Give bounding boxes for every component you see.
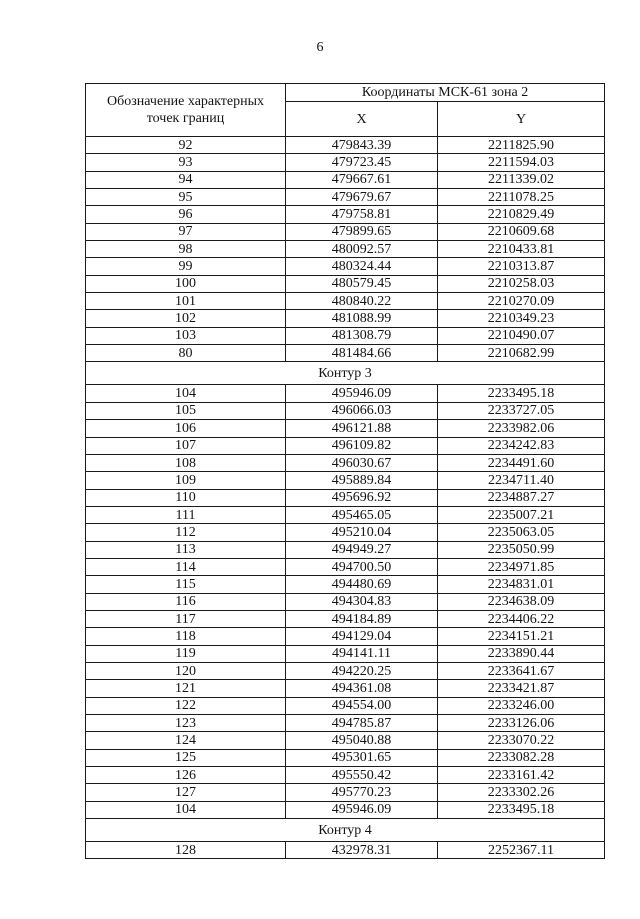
y-coordinate-cell: 2210313.87 xyxy=(438,258,605,275)
point-id-cell: 95 xyxy=(86,189,286,206)
table-row xyxy=(86,258,605,275)
y-coordinate-cell: 2211594.03 xyxy=(438,154,605,171)
header-x: X xyxy=(286,102,438,137)
y-coordinate-cell: 2210829.49 xyxy=(438,206,605,223)
y-coordinate-cell: 2234831.01 xyxy=(438,576,605,593)
table-row xyxy=(86,420,605,437)
y-coordinate-cell: 2234242.83 xyxy=(438,437,605,454)
y-coordinate-cell: 2233126.06 xyxy=(438,715,605,732)
table-row xyxy=(86,345,605,362)
table-row xyxy=(86,489,605,506)
point-id-cell: 115 xyxy=(86,576,286,593)
table-row xyxy=(86,327,605,344)
x-coordinate-cell: 479679.67 xyxy=(286,189,438,206)
y-coordinate-cell: 2210349.23 xyxy=(438,310,605,327)
x-coordinate-cell: 495946.09 xyxy=(286,385,438,402)
point-id-cell: 109 xyxy=(86,472,286,489)
x-coordinate-cell: 480324.44 xyxy=(286,258,438,275)
x-coordinate-cell: 495040.88 xyxy=(286,732,438,749)
y-coordinate-cell: 2234711.40 xyxy=(438,472,605,489)
x-coordinate-cell: 494304.83 xyxy=(286,593,438,610)
point-id-cell: 108 xyxy=(86,454,286,471)
x-coordinate-cell: 494700.50 xyxy=(286,558,438,575)
point-id-cell: 122 xyxy=(86,697,286,714)
x-coordinate-cell: 494141.11 xyxy=(286,645,438,662)
table-row xyxy=(86,310,605,327)
y-coordinate-cell: 2211339.02 xyxy=(438,171,605,188)
x-coordinate-cell: 494785.87 xyxy=(286,715,438,732)
table-row xyxy=(86,784,605,801)
table-row xyxy=(86,524,605,541)
x-coordinate-cell: 479723.45 xyxy=(286,154,438,171)
point-id-cell: 126 xyxy=(86,767,286,784)
point-id-cell: 118 xyxy=(86,628,286,645)
x-coordinate-cell: 495465.05 xyxy=(286,506,438,523)
x-coordinate-cell: 479843.39 xyxy=(286,137,438,154)
point-id-cell: 106 xyxy=(86,420,286,437)
page-number: 6 xyxy=(316,40,324,55)
y-coordinate-cell: 2235063.05 xyxy=(438,524,605,541)
y-coordinate-cell: 2233641.67 xyxy=(438,662,605,679)
x-coordinate-cell: 494361.08 xyxy=(286,680,438,697)
point-id-cell: 119 xyxy=(86,645,286,662)
x-coordinate-cell: 494949.27 xyxy=(286,541,438,558)
x-coordinate-cell: 480092.57 xyxy=(286,241,438,258)
x-coordinate-cell: 496109.82 xyxy=(286,437,438,454)
y-coordinate-cell: 2234151.21 xyxy=(438,628,605,645)
table-row xyxy=(86,154,605,171)
table-body xyxy=(86,137,605,859)
y-coordinate-cell: 2233421.87 xyxy=(438,680,605,697)
point-id-cell: 124 xyxy=(86,732,286,749)
y-coordinate-cell: 2233246.00 xyxy=(438,697,605,714)
header-row xyxy=(86,84,605,102)
x-coordinate-cell: 495946.09 xyxy=(286,801,438,818)
point-id-cell: 125 xyxy=(86,749,286,766)
point-id-cell: 92 xyxy=(86,137,286,154)
table-row xyxy=(86,541,605,558)
y-coordinate-cell: 2233890.44 xyxy=(438,645,605,662)
point-id-cell: 127 xyxy=(86,784,286,801)
x-coordinate-cell: 479899.65 xyxy=(286,223,438,240)
point-id-cell: 100 xyxy=(86,275,286,292)
y-coordinate-cell: 2233495.18 xyxy=(438,385,605,402)
table-row xyxy=(86,171,605,188)
y-coordinate-cell: 2233727.05 xyxy=(438,402,605,419)
table-row xyxy=(86,293,605,310)
x-coordinate-cell: 496121.88 xyxy=(286,420,438,437)
y-coordinate-cell: 2210258.03 xyxy=(438,275,605,292)
y-coordinate-cell: 2233495.18 xyxy=(438,801,605,818)
x-coordinate-cell: 479667.61 xyxy=(286,171,438,188)
table-row xyxy=(86,472,605,489)
x-coordinate-cell: 432978.31 xyxy=(286,842,438,859)
table-row xyxy=(86,628,605,645)
point-id-cell: 110 xyxy=(86,489,286,506)
point-id-cell: 121 xyxy=(86,680,286,697)
point-id-cell: 104 xyxy=(86,801,286,818)
y-coordinate-cell: 2233982.06 xyxy=(438,420,605,437)
table-row xyxy=(86,680,605,697)
x-coordinate-cell: 494480.69 xyxy=(286,576,438,593)
table-row xyxy=(86,223,605,240)
point-id-cell: 107 xyxy=(86,437,286,454)
header-point-label: Обозначение характерных точек границ xyxy=(86,84,286,137)
point-id-cell: 111 xyxy=(86,506,286,523)
point-id-cell: 99 xyxy=(86,258,286,275)
y-coordinate-cell: 2252367.11 xyxy=(438,842,605,859)
point-id-cell: 123 xyxy=(86,715,286,732)
contour-heading: Контур 3 xyxy=(86,362,605,385)
point-id-cell: 103 xyxy=(86,327,286,344)
y-coordinate-cell: 2210270.09 xyxy=(438,293,605,310)
table-row xyxy=(86,576,605,593)
point-id-cell: 98 xyxy=(86,241,286,258)
y-coordinate-cell: 2210490.07 xyxy=(438,327,605,344)
y-coordinate-cell: 2210433.81 xyxy=(438,241,605,258)
x-coordinate-cell: 494220.25 xyxy=(286,662,438,679)
y-coordinate-cell: 2233161.42 xyxy=(438,767,605,784)
x-coordinate-cell: 494129.04 xyxy=(286,628,438,645)
table-row xyxy=(86,189,605,206)
point-id-cell: 102 xyxy=(86,310,286,327)
y-coordinate-cell: 2235050.99 xyxy=(438,541,605,558)
x-coordinate-cell: 479758.81 xyxy=(286,206,438,223)
table-row xyxy=(86,593,605,610)
table-row xyxy=(86,645,605,662)
x-coordinate-cell: 495889.84 xyxy=(286,472,438,489)
table-row xyxy=(86,385,605,402)
y-coordinate-cell: 2235007.21 xyxy=(438,506,605,523)
table-row xyxy=(86,437,605,454)
table-row xyxy=(86,137,605,154)
point-id-cell: 114 xyxy=(86,558,286,575)
point-id-cell: 93 xyxy=(86,154,286,171)
point-id-cell: 97 xyxy=(86,223,286,240)
x-coordinate-cell: 494554.00 xyxy=(286,697,438,714)
point-id-cell: 112 xyxy=(86,524,286,541)
table-row xyxy=(86,697,605,714)
coordinates-table xyxy=(85,83,605,859)
y-coordinate-cell: 2234491.60 xyxy=(438,454,605,471)
x-coordinate-cell: 496030.67 xyxy=(286,454,438,471)
x-coordinate-cell: 495210.04 xyxy=(286,524,438,541)
point-id-cell: 116 xyxy=(86,593,286,610)
x-coordinate-cell: 494184.89 xyxy=(286,610,438,627)
point-id-cell: 117 xyxy=(86,610,286,627)
table-row xyxy=(86,275,605,292)
x-coordinate-cell: 495550.42 xyxy=(286,767,438,784)
table-row xyxy=(86,749,605,766)
point-id-cell: 120 xyxy=(86,662,286,679)
y-coordinate-cell: 2210682.99 xyxy=(438,345,605,362)
point-id-cell: 94 xyxy=(86,171,286,188)
table-header xyxy=(86,84,605,137)
point-id-cell: 128 xyxy=(86,842,286,859)
x-coordinate-cell: 495301.65 xyxy=(286,749,438,766)
table-row xyxy=(86,767,605,784)
point-id-cell: 80 xyxy=(86,345,286,362)
header-y: Y xyxy=(438,102,605,137)
table-row xyxy=(86,206,605,223)
header-coordinates-title: Координаты МСК-61 зона 2 xyxy=(286,84,605,102)
x-coordinate-cell: 495696.92 xyxy=(286,489,438,506)
y-coordinate-cell: 2211825.90 xyxy=(438,137,605,154)
x-coordinate-cell: 480579.45 xyxy=(286,275,438,292)
y-coordinate-cell: 2233302.26 xyxy=(438,784,605,801)
table-row xyxy=(86,732,605,749)
section-heading-row xyxy=(86,362,605,385)
table-row xyxy=(86,801,605,818)
x-coordinate-cell: 480840.22 xyxy=(286,293,438,310)
y-coordinate-cell: 2211078.25 xyxy=(438,189,605,206)
contour-heading: Контур 4 xyxy=(86,819,605,842)
table-row xyxy=(86,454,605,471)
table-row xyxy=(86,506,605,523)
x-coordinate-cell: 481308.79 xyxy=(286,327,438,344)
section-heading-row xyxy=(86,819,605,842)
table-row xyxy=(86,610,605,627)
x-coordinate-cell: 481088.99 xyxy=(286,310,438,327)
table-row xyxy=(86,715,605,732)
table-row xyxy=(86,662,605,679)
table-row xyxy=(86,402,605,419)
y-coordinate-cell: 2234406.22 xyxy=(438,610,605,627)
table-row xyxy=(86,558,605,575)
point-id-cell: 104 xyxy=(86,385,286,402)
table-row xyxy=(86,842,605,859)
y-coordinate-cell: 2234887.27 xyxy=(438,489,605,506)
point-id-cell: 96 xyxy=(86,206,286,223)
x-coordinate-cell: 495770.23 xyxy=(286,784,438,801)
y-coordinate-cell: 2234638.09 xyxy=(438,593,605,610)
point-id-cell: 113 xyxy=(86,541,286,558)
y-coordinate-cell: 2210609.68 xyxy=(438,223,605,240)
y-coordinate-cell: 2233082.28 xyxy=(438,749,605,766)
table-row xyxy=(86,241,605,258)
y-coordinate-cell: 2233070.22 xyxy=(438,732,605,749)
y-coordinate-cell: 2234971.85 xyxy=(438,558,605,575)
point-id-cell: 105 xyxy=(86,402,286,419)
x-coordinate-cell: 481484.66 xyxy=(286,345,438,362)
point-id-cell: 101 xyxy=(86,293,286,310)
x-coordinate-cell: 496066.03 xyxy=(286,402,438,419)
